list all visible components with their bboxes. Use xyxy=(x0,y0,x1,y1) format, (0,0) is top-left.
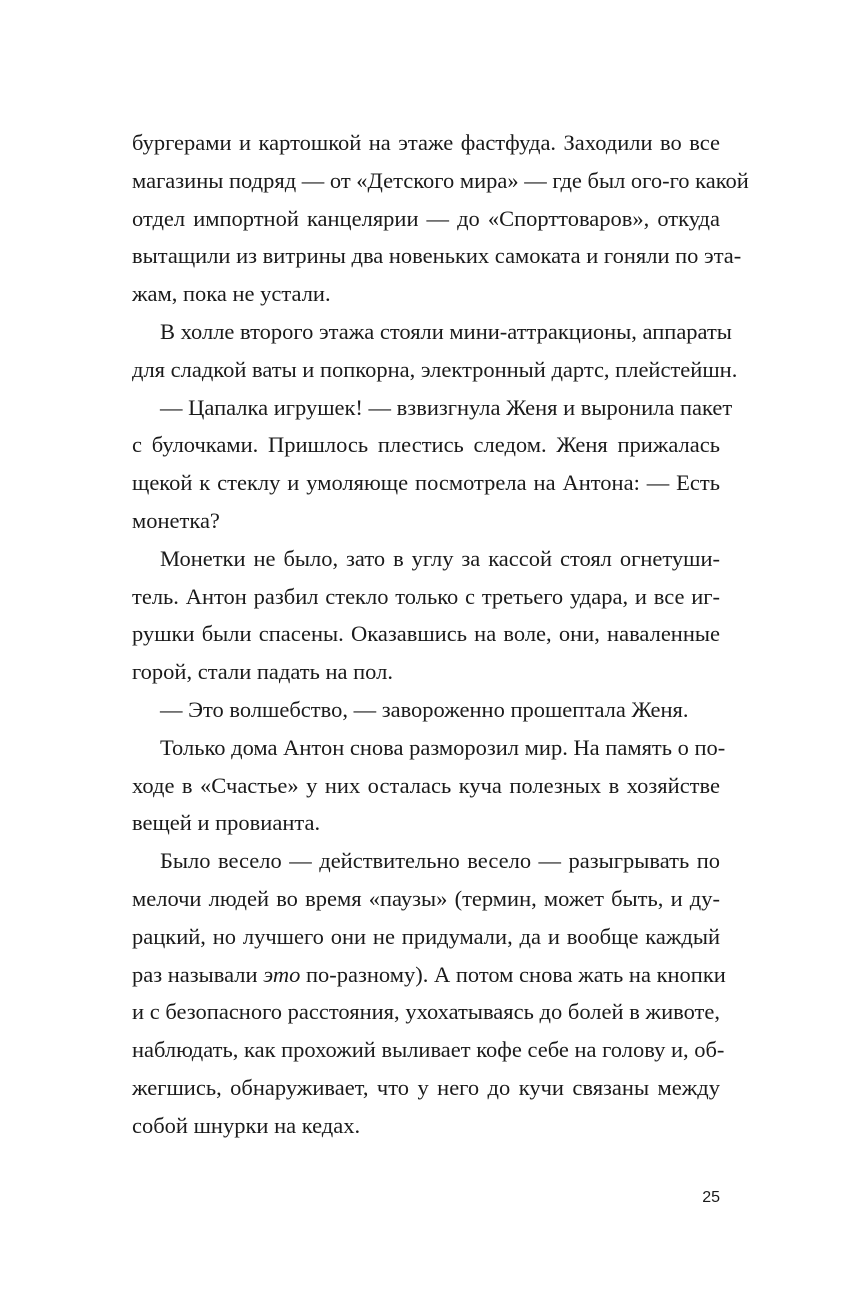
page-body xyxy=(132,124,749,1145)
text-line: щекой к стеклу и умоляюще посмотрела на Антона: — Есть xyxy=(132,470,720,496)
text-line: Монетки не было, зато в углу за кассой стоял огнетуши- xyxy=(160,545,720,571)
text-line: отдел импортной канцелярии — до «Спорттоваров», откуда xyxy=(132,205,720,231)
text-line: Было весело — действительно весело — разыгрывать по xyxy=(160,848,720,874)
text-line xyxy=(132,956,726,994)
text-line: рацкий, но лучшего они не придумали, да и вообще каждый xyxy=(132,923,720,949)
text-line: для сладкой ваты и попкорна, электронный дартс, плейстейшн. xyxy=(132,356,738,382)
text-line: тель. Антон разбил стекло только с третьего удара, и все иг- xyxy=(132,583,720,609)
text-line: бургерами и картошкой на этаже фастфуда. Заходили во все xyxy=(132,130,720,155)
text-line: и с безопасного расстояния, ухохатываясь до болей в животе, xyxy=(132,999,720,1025)
text-line: В холле второго этажа стояли мини-аттракционы, аппараты xyxy=(160,318,732,344)
text-fragment: по-разному). А потом снова жать на кнопки xyxy=(300,961,726,987)
text-line: — Это волшебство, — завороженно прошептала Женя. xyxy=(160,696,689,722)
text-line: вещей и провианта. xyxy=(132,810,321,836)
page-number: 25 xyxy=(702,1189,720,1206)
text-fragment: раз называли xyxy=(132,961,264,987)
text-line: — Цапалка игрушек! — взвизгнула Женя и выронила пакет xyxy=(160,394,733,420)
text-line: жам, пока не устали. xyxy=(132,281,331,307)
text-line: рушки были спасены. Оказавшись на воле, они, наваленные xyxy=(132,621,720,647)
text-line: с булочками. Пришлось плестись следом. Женя прижалась xyxy=(132,432,720,458)
text-line: собой шнурки на кедах. xyxy=(132,1112,361,1138)
text-line: жегшись, обнаруживает, что у него до кучи связаны между xyxy=(132,1074,720,1100)
italic-word: это xyxy=(263,961,301,987)
text-line: мелочи людей во время «паузы» (термин, может быть, и ду- xyxy=(132,885,720,911)
text-line: монетка? xyxy=(132,507,220,533)
text-line: магазины подряд — от «Детского мира» — где был ого-го какой xyxy=(132,167,749,193)
text-line: вытащили из витрины два новеньких самоката и гоняли по эта- xyxy=(132,243,742,269)
text-line: горой, стали падать на пол. xyxy=(132,659,393,685)
text-line: Только дома Антон снова разморозил мир. На память о по- xyxy=(160,734,726,760)
text-line: ходе в «Счастье» у них осталась куча полезных в хозяйстве xyxy=(132,772,720,798)
text-line: наблюдать, как прохожий выливает кофе себе на голову и, об- xyxy=(132,1037,725,1063)
